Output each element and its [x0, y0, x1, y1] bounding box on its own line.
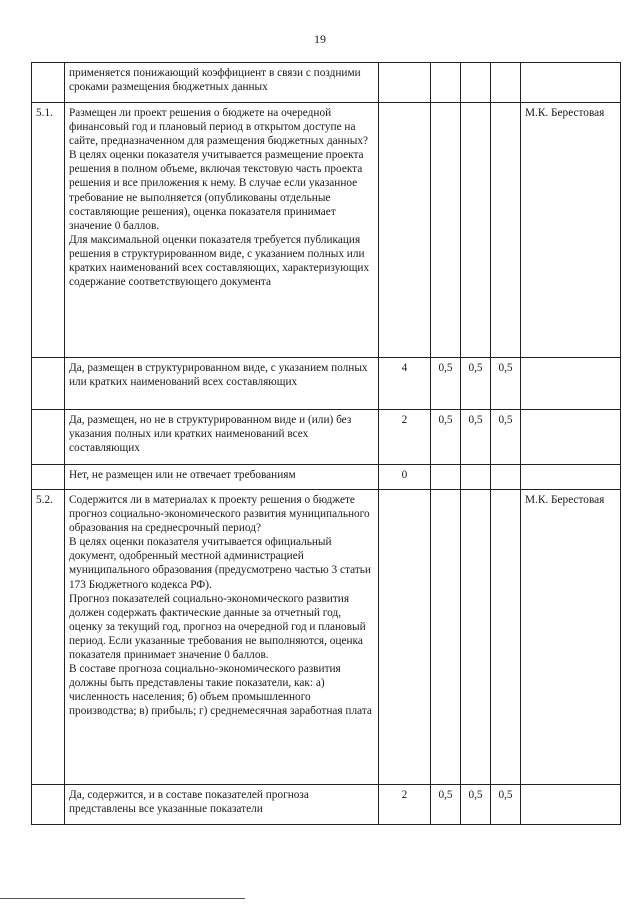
table-row	[32, 410, 621, 465]
coef-cell-1: 0,5	[431, 785, 461, 825]
criterion-text: Да, размещен, но не в структурированном виде и (или) без указания полных или кратких наименований всех составляющих	[65, 410, 379, 465]
table-row	[32, 358, 621, 410]
responsible-cell: М.К. Берестовая	[521, 103, 621, 358]
score-cell: 4	[379, 358, 431, 410]
criterion-text: Нет, не размещен или не отвечает требованиям	[65, 465, 379, 490]
coef-cell-2	[461, 490, 491, 785]
criterion-text: Содержится ли в материалах к проекту решения о бюджете прогноз социально-экономического развития муниципального образования на среднесрочный период? В целях оценки показателя учитывается официальный документ, одобренный местной администрацией муниципального образования (предусмотрено частью 3 статьи 173 Бюджетного кодекса РФ). Прогноз показателей социально-экономического развития должен содержать фактические данные за отчетный год, оценку за текущий год, прогноз на очередной год и плановый период. Если указанные требования не выполняются, оценка показателя принимает значение 0 баллов. В составе прогноза социально-экономического развития должны быть представлены такие показатели, как: а) численность населения; б) объем промышленного производства; в) прибыль; г) среднемесячная заработная плата	[65, 490, 379, 785]
table-row	[32, 465, 621, 490]
row-number	[32, 465, 65, 490]
table-row	[32, 785, 621, 825]
coef-cell-3: 0,5	[491, 785, 521, 825]
score-cell	[379, 103, 431, 358]
row-number	[32, 410, 65, 465]
score-cell	[379, 63, 431, 103]
table-row	[32, 490, 621, 785]
coef-cell-1: 0,5	[431, 358, 461, 410]
row-number: 5.2.	[32, 490, 65, 785]
responsible-cell	[521, 63, 621, 103]
score-cell	[379, 490, 431, 785]
criterion-text: применяется понижающий коэффициент в связи с поздними сроками размещения бюджетных данных	[65, 63, 379, 103]
coef-cell-1: 0,5	[431, 410, 461, 465]
row-number: 5.1.	[32, 103, 65, 358]
coef-cell-3	[491, 63, 521, 103]
footer-divider	[0, 898, 245, 899]
responsible-cell	[521, 785, 621, 825]
responsible-cell	[521, 465, 621, 490]
coef-cell-2	[461, 103, 491, 358]
criteria-table	[31, 62, 621, 825]
coef-cell-1	[431, 103, 461, 358]
score-cell: 2	[379, 410, 431, 465]
responsible-cell: М.К. Берестовая	[521, 490, 621, 785]
row-number	[32, 63, 65, 103]
coef-cell-3: 0,5	[491, 358, 521, 410]
page-number: 19	[314, 32, 326, 46]
responsible-cell	[521, 410, 621, 465]
coef-cell-3	[491, 490, 521, 785]
table-row	[32, 103, 621, 358]
criterion-text: Да, размещен в структурированном виде, с указанием полных или кратких наименований всех составляющих	[65, 358, 379, 410]
coef-cell-1	[431, 63, 461, 103]
coef-cell-1	[431, 490, 461, 785]
score-cell: 0	[379, 465, 431, 490]
table-row	[32, 63, 621, 103]
coef-cell-2: 0,5	[461, 785, 491, 825]
coef-cell-2: 0,5	[461, 358, 491, 410]
coef-cell-2: 0,5	[461, 410, 491, 465]
coef-cell-3: 0,5	[491, 410, 521, 465]
criterion-text: Размещен ли проект решения о бюджете на очередной финансовый год и плановый период в открытом доступе на сайте, предназначенном для размещения бюджетных данных? В целях оценки показателя учитывается размещение проекта решения в полном объеме, включая текстовую часть проекта решения и все приложения к нему. В случае если указанное требование не выполняется (опубликованы отдельные составляющие решения), оценка показателя принимает значение 0 баллов. Для максимальной оценки показателя требуется публикация решения в структурированном виде, с указанием полных или кратких наименований всех составляющих, характеризующих содержание соответствующего документа	[65, 103, 379, 358]
coef-cell-2	[461, 63, 491, 103]
coef-cell-3	[491, 465, 521, 490]
coef-cell-3	[491, 103, 521, 358]
responsible-cell	[521, 358, 621, 410]
row-number	[32, 785, 65, 825]
row-number	[32, 358, 65, 410]
score-cell: 2	[379, 785, 431, 825]
coef-cell-2	[461, 465, 491, 490]
criterion-text: Да, содержится, и в составе показателей прогноза представлены все указанные показатели	[65, 785, 379, 825]
coef-cell-1	[431, 465, 461, 490]
